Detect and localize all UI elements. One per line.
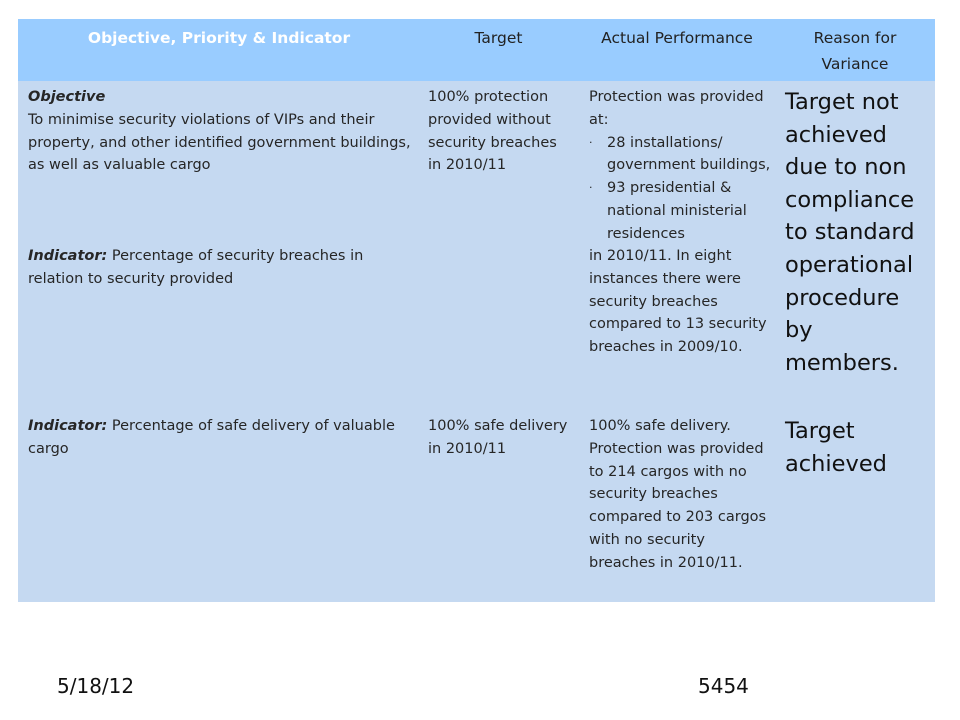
footer-date: 5/18/12 — [57, 674, 135, 698]
bullet-icon: · — [589, 135, 593, 149]
bullet-text: 93 presidential & national ministerial residences — [607, 180, 747, 242]
header-target: Target — [474, 29, 523, 47]
header-actual-performance: Actual Performance — [601, 29, 753, 47]
footer-page-number: 5454 — [698, 674, 749, 698]
table-header-row — [18, 19, 935, 81]
header-reason-for-variance: Reason for Variance — [813, 29, 897, 73]
bullet-text: 28 installations/ government buildings, — [607, 134, 771, 174]
indicator-1-cell — [28, 245, 413, 291]
header-objective: Objective, Priority & Indicator — [87, 29, 351, 47]
indicator-2-actual: 100% safe delivery. Protection was provided to 214 cargos with no security breaches compared to 203 cargos with no security breaches in 2010/11. — [589, 418, 767, 571]
performance-table — [18, 19, 935, 602]
actual-intro: Protection was provided at: — [589, 89, 764, 128]
objective-text: To minimise security violations of VIPs and their property, and other identified government buildings, as well as valuable cargo — [28, 111, 411, 174]
list-item — [589, 177, 775, 245]
list-item — [589, 132, 775, 178]
objective-actual — [589, 86, 775, 246]
objective-target: 100% protection provided without security breaches in 2010/11 — [428, 89, 557, 174]
indicator-text: Percentage of security breaches in relation to security provided — [28, 248, 364, 287]
indicator-2-reason: Target achieved — [785, 418, 887, 477]
objective-cell — [28, 86, 413, 177]
indicator-label: Indicator: — [28, 418, 108, 434]
indicator-text: Percentage of safe delivery of valuable cargo — [28, 418, 395, 457]
bullet-icon: · — [589, 181, 593, 195]
indicator-1-actual: in 2010/11. In eight instances there were security breaches compared to 13 security breaches in 2009/10. — [589, 248, 767, 356]
objective-label: Objective — [28, 89, 106, 105]
indicator-2-cell — [28, 415, 413, 461]
indicator-2-target: 100% safe delivery in 2010/11 — [428, 418, 568, 457]
objective-reason: Target not achieved due to non compliance to standard operational procedure by members. — [785, 89, 915, 376]
indicator-label: Indicator: — [28, 248, 108, 264]
